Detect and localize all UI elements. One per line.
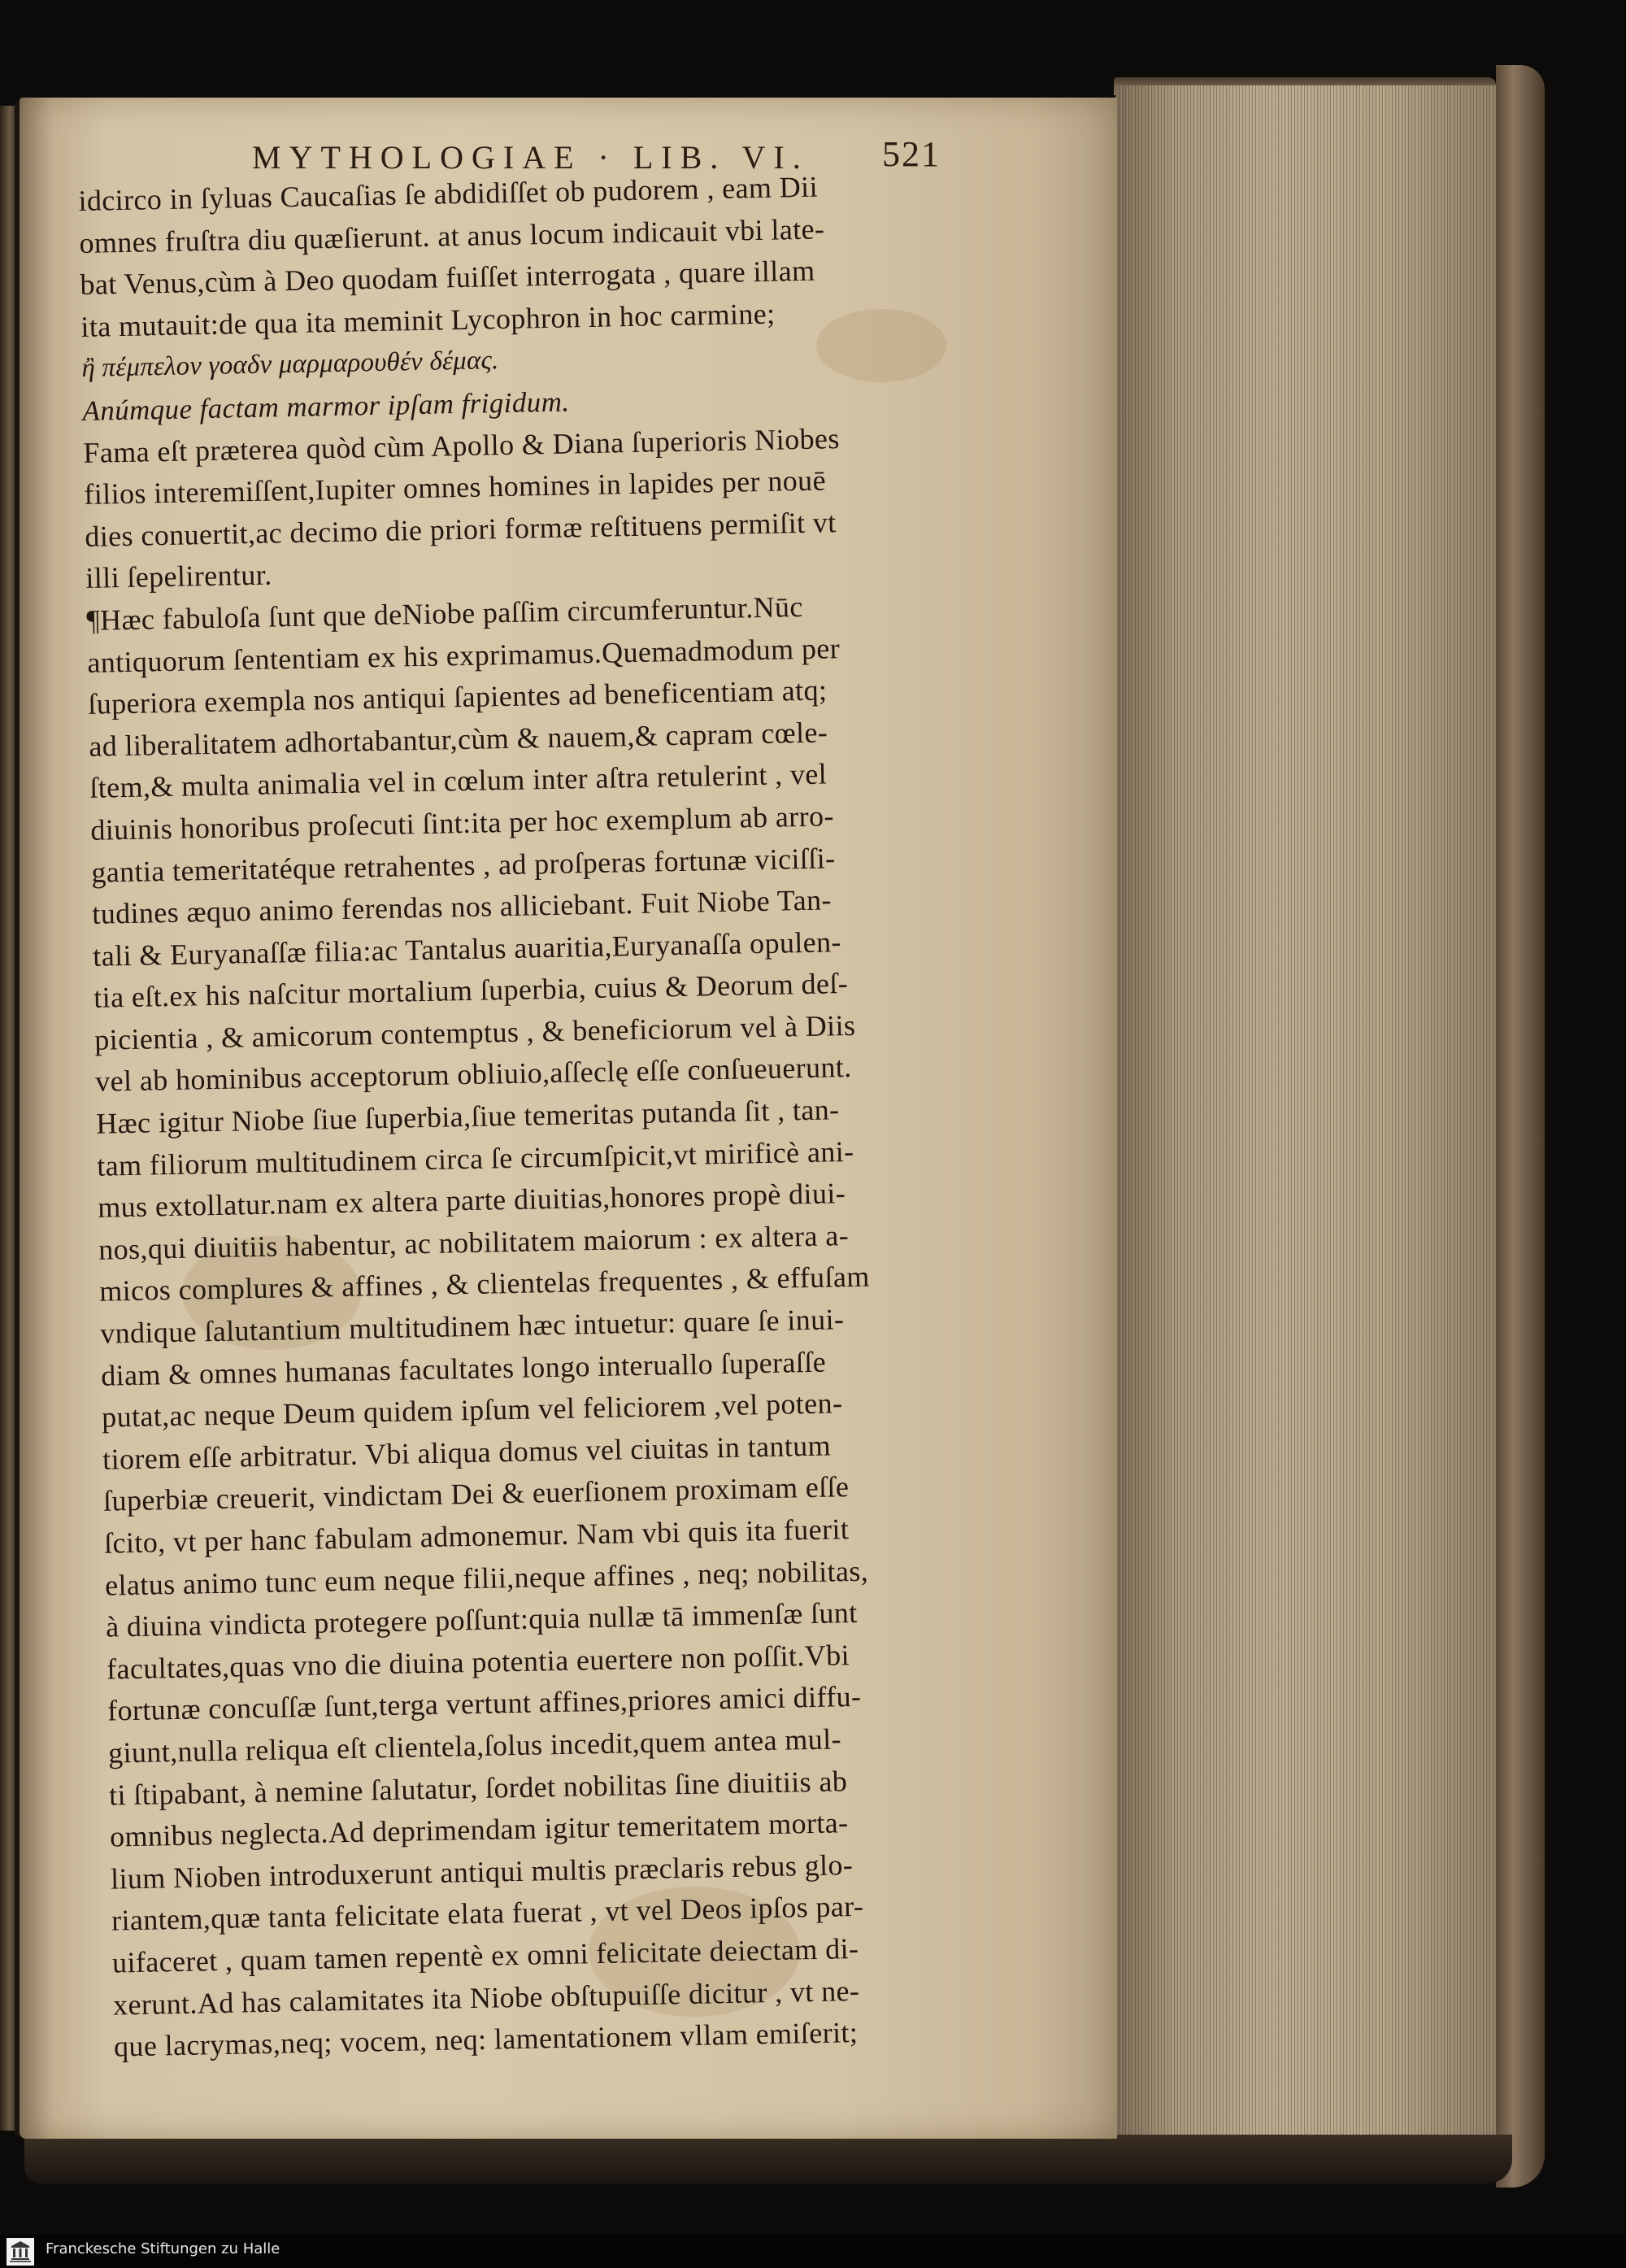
text-line: micos complures & affines , & clientelas frequentes , & effuſam (98, 1260, 871, 1308)
text-line: elatus animo tunc eum neque filii,neque affines , neq; nobilitas, (104, 1554, 869, 1602)
text-line: uifaceret , quam tamen repentè ex omni felicitate deiectam di- (111, 1931, 859, 1979)
text-line: picientia , & amicorum contemptus , & beneficiorum vel à Diis (93, 1008, 856, 1056)
text-line: ¶Hæc fabuloſa ſunt que deNiobe paſſim circumferuntur.Nūc (86, 590, 804, 637)
text-line: filios interemiſſent,Iupiter omnes homines in lapides per nouē (84, 464, 827, 511)
text-line: omnes fruſtra diu quæſierunt. at anus locum indicauit vbi late- (79, 211, 825, 259)
body-text (78, 163, 992, 2068)
text-line: à diuina vindicta protegere poſſunt:quia nullæ tā immenſæ ſunt (105, 1596, 858, 1643)
binding-bottom (24, 2135, 1512, 2183)
text-line: ἢ πέμπελον γοαδν μαρμαρουθέν δέμας. (81, 346, 499, 384)
text-line: antiquorum ſententiam ex his exprimamus.Quemadmodum per (86, 631, 841, 679)
text-line: tam filiorum multitudinem circa ſe circumſpicit,vt mirificè ani- (96, 1134, 854, 1182)
facing-page-edge (0, 106, 16, 2131)
text-line: tali & Euryanaſſæ filia:ac Tantalus auaritia,Euryanaſſa opulen- (92, 925, 842, 973)
text-line: tia eſt.ex his naſcitur mortalium ſuperbia, cuius & Deorum deſ- (93, 967, 849, 1015)
text-line: facultates,quas vno die diuina potentia euertere non poſſit.Vbi (106, 1638, 850, 1686)
text-line: Hæc igitur Niobe ſiue ſuperbia,ſiue temeritas putanda ſit , tan- (95, 1093, 840, 1140)
text-line: diuinis honoribus proſecuti ſint:ita per hoc exemplum ab arro- (89, 799, 835, 847)
text-line: omnibus neglecta.Ad deprimendam igitur temeritatem morta- (109, 1806, 849, 1853)
text-line: riantem,quæ tanta felicitate elata fuerat , vt vel Deos ipſos par- (111, 1890, 864, 1937)
text-line: vel ab hominibus acceptorum obliuio,aſſeclę eſſe conſueuerunt. (94, 1051, 852, 1099)
text-line: fortunæ concuſſæ ſunt,terga vertunt affines,priores amici diffu- (107, 1680, 862, 1728)
text-line: tiorem eſſe arbitratur. Vbi aliqua domus vel ciuitas in tantum (102, 1429, 832, 1476)
text-line: putat,ac neque Deum quidem ipſum vel feliciorem ,vel poten- (101, 1386, 843, 1434)
text-line: ſuperiora exempla nos antiqui ſapientes ad beneficentiam atq; (87, 673, 828, 721)
page-number: 521 (882, 134, 941, 174)
text-line: giunt,nulla reliqua eſt clientela,ſolus incedit,quem antea mul- (107, 1722, 842, 1770)
text-line: ti ſtipabant, à nemine ſalutatur, ſordet nobilitas ſine diuitiis ab (108, 1764, 848, 1812)
institution-name: Franckesche Stiftungen zu Halle (46, 2240, 280, 2257)
text-line: tudines æquo animo ferendas nos alliciebant. Fuit Niobe Tan- (91, 883, 833, 930)
text-line: Anúmque factam marmor ipſam frigidum. (82, 385, 570, 427)
text-line: Fama eſt præterea quòd cùm Apollo & Diana ſuperioris Niobes (83, 421, 841, 469)
text-line: xerunt.Ad has calamitates ita Niobe obſtupuiſſe dicitur , vt ne- (112, 1974, 860, 2022)
text-line: idcirco in ſyluas Caucaſias ſe abdidiſſet ob pudorem , eam Dii (78, 170, 819, 217)
text-line: ad liberalitatem adhortabantur,cùm & nauem,& capram cœle- (88, 716, 828, 763)
text-line: gantia temeritatéque retrahentes , ad proſperas fortunæ viciſſi- (90, 841, 836, 889)
text-line: diam & omnes humanas facultates longo interuallo ſuperaſſe (100, 1345, 827, 1392)
text-line: ſtem,& multa animalia vel in cœlum inter aſtra retulerint , vel (89, 757, 828, 805)
text-line: ſcito, vt per hanc fabulam admonemur. Nam vbi quis ita fuerit (103, 1513, 850, 1560)
text-line: que lacrymas,neq; vocem, neq: lamentationem vllam emiſerit; (113, 2016, 859, 2063)
running-head: MYTHOLOGIAE · LIB. VI. (252, 139, 809, 176)
text-line: illi ſepelirentur. (85, 558, 272, 595)
institution-crest-icon (7, 2238, 34, 2266)
text-line: nos,qui diuitiis habentur, ac nobilitatem maiorum : ex altera a- (98, 1218, 850, 1266)
text-line: ita mutauit:de qua ita meminit Lycophron in hoc carmine; (80, 297, 776, 343)
page-block-fore-edge (1115, 85, 1506, 2167)
text-line: dies conuertit,ac decimo die priori formæ reſtituens permiſit vt (85, 505, 837, 553)
binding-right (1496, 65, 1545, 2187)
text-line: bat Venus,cùm à Deo quodam fuiſſet interrogata , quare illam (80, 254, 815, 302)
text-line: ſuperbiæ creuerit, vindictam Dei & euerſionem proximam eſſe (102, 1470, 850, 1518)
text-line: mus extollatur.nam ex altera parte diuitias,honores propè diui- (97, 1177, 846, 1225)
text-line: vndique ſalutantium multitudinem hæc intuetur: quare ſe inui- (99, 1303, 845, 1350)
text-line: lium Nioben introduxerunt antiqui multis præclaris rebus glo- (110, 1848, 854, 1896)
